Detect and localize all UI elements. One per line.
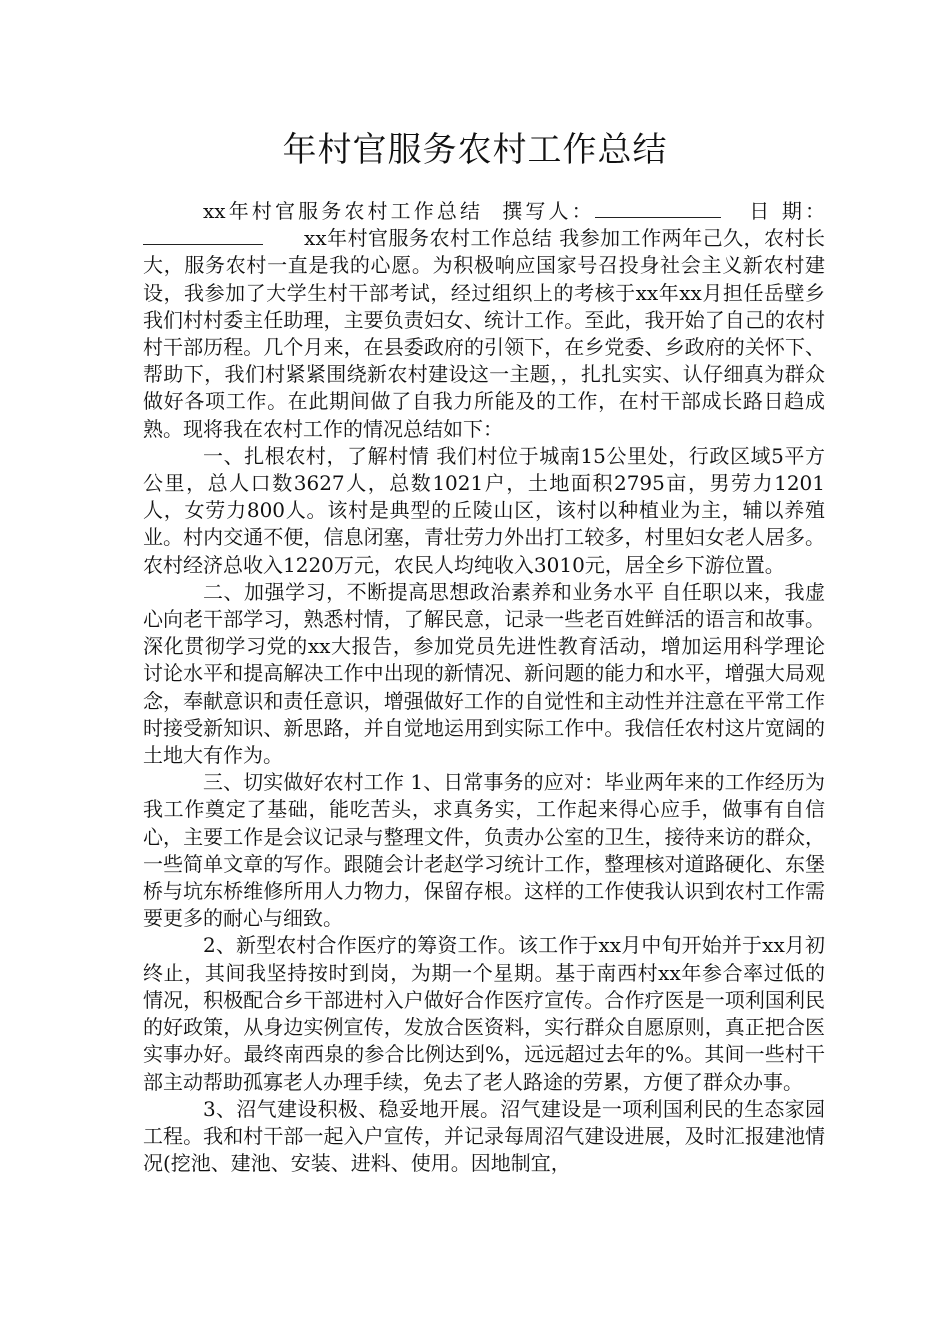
author-label: 撰写人：: [502, 199, 595, 223]
intro-paragraph: xx年村官服务农村工作总结 我参加工作两年己久，农村长大，服务农村一直是我的心愿。为积极响应国家号召投身社会主义新农村建设，我参加了大学生村干部考试，经过组织上的考核于xx年xx月担任岳壁乡我们村村委主任助理，主要负责妇女、统计工作。至此，我开始了自己的农村村干部历程。几个月来，在县委政府的引领下，在乡党委、乡政府的关怀下、帮助下，我们村紧紧围绕新农村建设这一主题，，扎扎实实、认仔细真为群众做好各项工作。在此期间做了自我力所能及的工作，在村干部成长路日趋成熟。现将我在农村工作的情况总结如下：: [143, 226, 825, 441]
paragraph-1: 一、扎根农村，了解村情 我们村位于城南15公里处，行政区域5平方公里，总人口数3627人，总数1021户，土地面积2795亩，男劳力1201人，女劳力800人。该村是典型的丘陵山区，该村以种植业为主，辅以养殖业。村内交通不便，信息闭塞，青壮劳力外出打工较多，村里妇女老人居多。农村经济总收入1220万元，农民人均纯收入3010元，居全乡下游位置。: [143, 443, 825, 577]
date-blank: [143, 226, 263, 245]
paragraph-2: 二、加强学习，不断提高思想政治素养和业务水平 自任职以来，我虚心向老干部学习，熟悉村情，了解民意，记录一些老百姓鲜活的语言和故事。深化贯彻学习党的xx大报告，参加党员先进性教育活动，增加运用科学理论讨论水平和提高解决工作中出现的新情况、新问题的能力和水平，增强大局观念，奉献意识和责任意识，增强做好工作的自觉性和主动性并注意在平常工作时接受新知识、新思路，并自觉地运用到实际工作中。我信任农村这片宽阔的土地大有作为。: [143, 579, 825, 768]
header-line: [143, 198, 825, 443]
paragraph-3: 三、切实做好农村工作 1、日常事务的应对：毕业两年来的工作经历为我工作奠定了基础，能吃苦头，求真务实，工作起来得心应手，做事有自信心，主要工作是会议记录与整理文件，负责办公室的卫生，接待来访的群众，一些简单文章的写作。跟随会计老赵学习统计工作，整理核对道路硬化、东堡桥与坑东桥维修所用人力物力，保留存根。这样的工作使我认识到农村工作需要更多的耐心与细致。: [143, 770, 825, 931]
document-title: 年村官服务农村工作总结: [282, 130, 668, 170]
paragraph-5: 3、沼气建设积极、稳妥地开展。沼气建设是一项利国利民的生态家园工程。我和村干部一起入户宣传，并记录每周沼气建设进展，及时汇报建池情况(挖池、建池、安装、进料、使用。因地制宜，: [143, 1096, 825, 1176]
doc-name: xx年村官服务农村工作总结: [203, 199, 484, 223]
document-body: [143, 198, 825, 1177]
paragraph-4: 2、新型农村合作医疗的筹资工作。该工作于xx月中旬开始并于xx月初终止，其间我坚持按时到岗，为期一个星期。基于南西村xx年参合率过低的情况，积极配合乡干部进村入户做好合作医疗宣传。合作疗医是一项利国利民的好政策，从身边实例宣传，发放合医资料，实行群众自愿原则，真正把合医实事办好。最终南西泉的参合比例达到%，远远超过去年的%。其间一些村干部主动帮助孤寡老人办理手续，免去了老人路途的劳累，方便了群众办事。: [143, 933, 825, 1094]
date-label: 日 期：: [749, 199, 826, 223]
author-blank: [595, 199, 721, 218]
